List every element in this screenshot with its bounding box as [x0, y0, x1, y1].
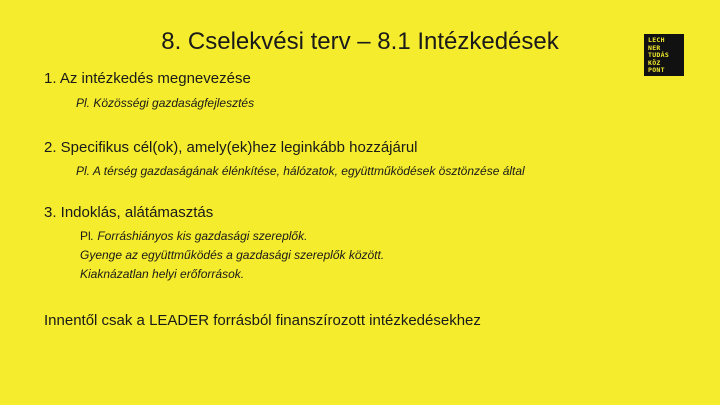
- logo-line: TUDÁS: [648, 51, 670, 60]
- justification-line: Kiaknázatlan helyi erőforrások.: [80, 267, 245, 281]
- example-prefix: Pl: [80, 229, 91, 243]
- slide-title: 8. Cselekvési terv – 8.1 Intézkedések: [161, 28, 559, 55]
- justification-line: Gyenge az együttműködés a gazdasági szereplők között.: [80, 248, 385, 262]
- lechner-logo: [644, 34, 684, 76]
- logo-line: PONT: [648, 66, 665, 75]
- section-2-heading: 2. Specifikus cél(ok), amely(ek)hez leginkább hozzájárul: [44, 139, 418, 156]
- section-1-heading: 1. Az intézkedés megnevezése: [44, 70, 251, 87]
- section-2-example: Pl. A térség gazdaságának élénkítése, hálózatok, együttműködések ösztönzése által: [76, 164, 525, 178]
- section-3-heading: 3. Indoklás, alátámasztás: [44, 204, 214, 221]
- section-1-example: Pl. Közösségi gazdaságfejlesztés: [76, 96, 255, 110]
- logo-line: NER: [648, 43, 661, 52]
- logo-line: KÖZ: [648, 58, 661, 67]
- logo-line: LECH: [648, 36, 665, 44]
- footer-note: Innentől csak a LEADER forrásból finanszírozott intézkedésekhez: [44, 312, 481, 329]
- justification-line: . Forráshiányos kis gazdasági szereplők.: [90, 229, 308, 243]
- section-3-justification: [80, 227, 384, 284]
